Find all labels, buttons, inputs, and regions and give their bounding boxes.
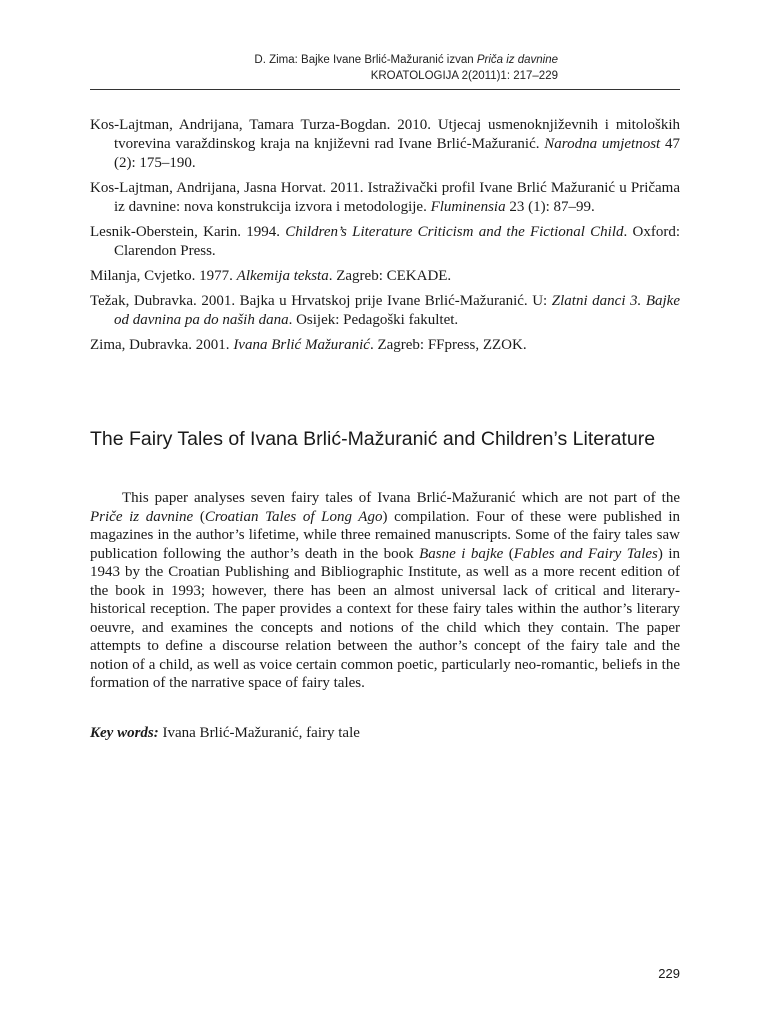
abstract-title: The Fairy Tales of Ivana Brlić-Mažuranić and Children’s Literature	[90, 428, 656, 450]
header-rule	[90, 89, 680, 90]
ref-text: Težak, Dubravka. 2001. Bajka u Hrvatskoj prije Ivane Brlić-Mažuranić. U:	[90, 293, 552, 309]
reference-item	[90, 336, 680, 355]
keywords	[90, 724, 680, 743]
ref-text: 47 (2): 175–190.	[114, 136, 680, 171]
abstract-italic: Fables and Fairy Tales	[513, 545, 658, 562]
reference-item	[90, 267, 680, 286]
ref-italic: Narodna umjetnost	[544, 136, 661, 152]
abstract-text: ) compilation. Four of these were published in magazines in the author’s lifetime, while three remained manuscripts. Some of the fairy tales saw publication following the author’s death in the book	[90, 508, 680, 562]
page-number: 229	[658, 966, 680, 981]
ref-italic: Zlatni danci 3. Bajke od davnina pa do naših dana	[114, 293, 680, 328]
ref-italic: Ivana Brlić Mažuranić	[233, 337, 370, 353]
ref-text: . Zagreb: CEKADE.	[328, 268, 452, 284]
abstract-italic: Croatian Tales of Long Ago	[204, 508, 383, 525]
ref-text: . Oxford: Clarendon Press.	[114, 224, 680, 259]
reference-item	[90, 116, 680, 173]
ref-text: Lesnik-Oberstein, Karin. 1994.	[90, 224, 286, 240]
ref-text: Kos-Lajtman, Andrijana, Jasna Horvat. 2011. Istraživački profil Ivane Brlić Mažuranić u Pričama iz davnine: nova konstrukcija izvora i metodologije.	[90, 180, 680, 215]
reference-item	[90, 292, 680, 330]
running-head-italic-title: Priča iz davnine	[476, 54, 558, 66]
running-head	[90, 52, 558, 84]
running-head-title	[90, 52, 558, 68]
abstract-text: (	[503, 545, 514, 562]
ref-text: . Zagreb: FFpress, ZZOK.	[369, 337, 527, 353]
abstract-italic: Basne i bajke	[419, 545, 504, 562]
ref-text: Kos-Lajtman, Andrijana, Tamara Turza-Bogdan. 2010. Utjecaj usmenoknjiževnih i mitoloških tvorevina varaždinskog kraja na književni rad Ivane Brlić-Mažuranić.	[90, 117, 680, 152]
ref-italic: Fluminensia	[430, 199, 506, 215]
abstract-text: ) in 1943 by the Croatian Publishing and Bibliographic Institute, as well as a more recent edition of the book in 1993; however, there has been an almost universal lack of critical and literary-historical reception. The paper provides a context for these fairy tales within the author’s literary oeuvre, and examines the concepts and notions of the child which they contain. The paper attempts to define a discourse relation between the author’s concept of the fairy tale and the notion of a child, as well as voice certain common poetic, particularly neo-romantic, beliefs in the formation of the narrative space of fairy tales.	[90, 545, 681, 691]
reference-item	[90, 179, 680, 217]
running-head-author-title: D. Zima: Bajke Ivane Brlić-Mažuranić izvan	[254, 54, 477, 66]
abstract-text: (	[193, 508, 205, 525]
reference-item	[90, 223, 680, 261]
reference-list	[90, 116, 680, 361]
ref-italic: Children’s Literature Criticism and the Fictional Child	[285, 224, 624, 240]
keywords-value: Ivana Brlić-Mažuranić, fairy tale	[158, 725, 360, 741]
keywords-label: Key words:	[90, 725, 159, 741]
ref-text: 23 (1): 87–99.	[505, 199, 595, 215]
ref-text: . Osijek: Pedagoški fakultet.	[288, 312, 459, 328]
ref-text: Zima, Dubravka. 2001.	[90, 337, 234, 353]
ref-text: Milanja, Cvjetko. 1977.	[90, 268, 237, 284]
abstract-paragraph	[90, 489, 680, 693]
ref-italic: Alkemija teksta	[236, 268, 329, 284]
abstract-text: This paper analyses seven fairy tales of Ivana Brlić-Mažuranić which are not part of the	[122, 490, 680, 506]
abstract-italic: Priče iz davnine	[90, 508, 194, 525]
running-head-journal: KROATOLOGIJA 2(2011)1: 217–229	[370, 70, 558, 82]
